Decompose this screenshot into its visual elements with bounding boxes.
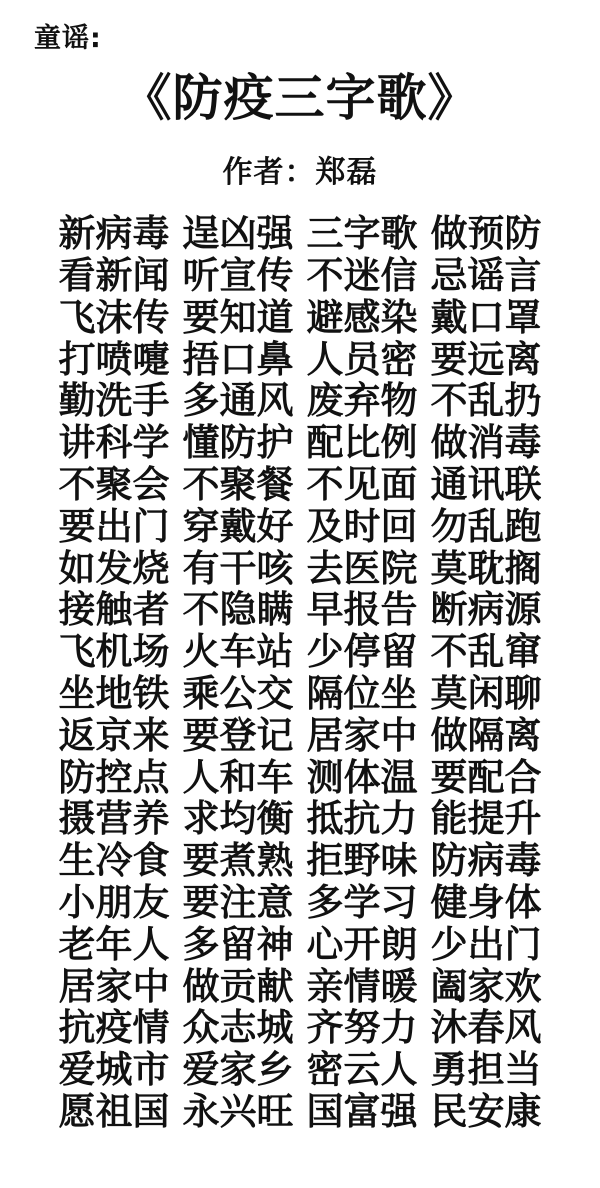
verse-phrase: 新病毒	[58, 212, 170, 256]
verse-phrase: 废弃物	[306, 379, 418, 423]
verse-line	[59, 798, 542, 840]
verse-phrase: 心开朗	[306, 922, 418, 966]
category-label: 童谣:	[34, 23, 102, 54]
verse-line	[59, 464, 542, 506]
verse-phrase: 接触者	[58, 588, 170, 632]
verse-line	[59, 757, 542, 799]
verse-phrase: 老年人	[58, 922, 170, 966]
verse-phrase: 要配合	[430, 755, 542, 799]
verse-phrase: 阖家欢	[430, 964, 542, 1008]
verse-phrase: 断病源	[430, 588, 542, 632]
verse-line	[59, 1049, 542, 1091]
verse-phrase: 小朋友	[58, 880, 170, 924]
verse-phrase: 听宣传	[182, 253, 294, 297]
verse-phrase: 做预防	[430, 212, 542, 256]
verse-phrase: 多通风	[182, 379, 294, 423]
verse-phrase: 莫闲聊	[430, 671, 542, 715]
verse-phrase: 居家中	[58, 964, 170, 1008]
verse-phrase: 少出门	[430, 922, 542, 966]
verse-line	[59, 339, 542, 381]
verse-phrase: 忌谣言	[430, 253, 542, 297]
verse-phrase: 要煮熟	[182, 839, 294, 883]
verse-line	[59, 380, 542, 422]
verse-body	[0, 213, 600, 1133]
verse-phrase: 飞沫传	[58, 295, 170, 339]
verse-line	[59, 1091, 542, 1133]
verse-phrase: 要远离	[430, 337, 542, 381]
verse-line	[59, 422, 542, 464]
verse-phrase: 人员密	[306, 337, 418, 381]
verse-phrase: 不聚餐	[182, 462, 294, 506]
verse-phrase: 不隐瞒	[182, 588, 294, 632]
verse-phrase: 爱城市	[58, 1048, 170, 1092]
verse-phrase: 不聚会	[58, 462, 170, 506]
verse-phrase: 测体温	[306, 755, 418, 799]
verse-phrase: 齐努力	[306, 1006, 418, 1050]
verse-phrase: 隔位坐	[306, 671, 418, 715]
verse-phrase: 乘公交	[182, 671, 294, 715]
verse-phrase: 戴口罩	[430, 295, 542, 339]
verse-phrase: 防病毒	[430, 839, 542, 883]
verse-line	[59, 715, 542, 757]
verse-phrase: 不迷信	[306, 253, 418, 297]
verse-phrase: 生冷食	[58, 839, 170, 883]
verse-phrase: 看新闻	[58, 253, 170, 297]
verse-phrase: 飞机场	[58, 630, 170, 674]
poem-page	[0, 24, 600, 1188]
verse-phrase: 居家中	[306, 713, 418, 757]
verse-line	[59, 882, 542, 924]
verse-phrase: 众志城	[182, 1006, 294, 1050]
verse-phrase: 国富强	[306, 1089, 418, 1133]
verse-phrase: 穿戴好	[182, 504, 294, 548]
verse-phrase: 勿乱跑	[430, 504, 542, 548]
page-title: 《防疫三字歌》	[121, 68, 479, 127]
verse-phrase: 如发烧	[58, 546, 170, 590]
verse-phrase: 去医院	[306, 546, 418, 590]
verse-phrase: 要知道	[182, 295, 294, 339]
verse-phrase: 密云人	[306, 1048, 418, 1092]
verse-phrase: 防控点	[58, 755, 170, 799]
verse-phrase: 懂防护	[182, 421, 294, 465]
verse-phrase: 通讯联	[430, 462, 542, 506]
verse-phrase: 拒野味	[306, 839, 418, 883]
verse-phrase: 避感染	[306, 295, 418, 339]
verse-phrase: 摄营养	[58, 797, 170, 841]
verse-line	[59, 506, 542, 548]
verse-phrase: 勇担当	[430, 1048, 542, 1092]
verse-phrase: 民安康	[430, 1089, 542, 1133]
verse-phrase: 健身体	[430, 880, 542, 924]
verse-phrase: 沐春风	[430, 1006, 542, 1050]
verse-line	[59, 1007, 542, 1049]
verse-phrase: 打喷嚏	[58, 337, 170, 381]
verse-phrase: 永兴旺	[182, 1089, 294, 1133]
verse-phrase: 多留神	[182, 922, 294, 966]
verse-phrase: 有干咳	[182, 546, 294, 590]
verse-phrase: 讲科学	[58, 421, 170, 465]
verse-line	[59, 213, 542, 255]
verse-phrase: 逞凶强	[182, 212, 294, 256]
verse-phrase: 要注意	[182, 880, 294, 924]
verse-phrase: 做消毒	[430, 421, 542, 465]
verse-phrase: 做隔离	[430, 713, 542, 757]
verse-phrase: 能提升	[430, 797, 542, 841]
verse-phrase: 抗疫情	[58, 1006, 170, 1050]
verse-phrase: 做贡献	[182, 964, 294, 1008]
verse-line	[59, 255, 542, 297]
verse-phrase: 返京来	[58, 713, 170, 757]
verse-line	[59, 673, 542, 715]
verse-phrase: 愿祖国	[58, 1089, 170, 1133]
author-line: 作者：郑磊	[222, 155, 378, 191]
verse-phrase: 不乱窜	[430, 630, 542, 674]
verse-phrase: 爱家乡	[182, 1048, 294, 1092]
verse-phrase: 抵抗力	[306, 797, 418, 841]
verse-phrase: 求均衡	[182, 797, 294, 841]
verse-line	[59, 966, 542, 1008]
verse-phrase: 少停留	[306, 630, 418, 674]
verse-line	[59, 631, 542, 673]
verse-phrase: 不见面	[306, 462, 418, 506]
verse-phrase: 人和车	[182, 755, 294, 799]
verse-phrase: 多学习	[306, 880, 418, 924]
verse-phrase: 坐地铁	[58, 671, 170, 715]
verse-phrase: 三字歌	[306, 212, 418, 256]
verse-phrase: 要出门	[58, 504, 170, 548]
verse-phrase: 配比例	[306, 421, 418, 465]
verse-line	[59, 548, 542, 590]
verse-line	[59, 589, 542, 631]
verse-line	[59, 924, 542, 966]
verse-phrase: 莫耽搁	[430, 546, 542, 590]
verse-phrase: 勤洗手	[58, 379, 170, 423]
verse-phrase: 早报告	[306, 588, 418, 632]
verse-phrase: 亲情暖	[306, 964, 418, 1008]
verse-line	[59, 840, 542, 882]
verse-phrase: 及时回	[306, 504, 418, 548]
verse-line	[59, 297, 542, 339]
verse-phrase: 不乱扔	[430, 379, 542, 423]
verse-phrase: 要登记	[182, 713, 294, 757]
verse-phrase: 火车站	[182, 630, 294, 674]
verse-phrase: 捂口鼻	[182, 337, 294, 381]
